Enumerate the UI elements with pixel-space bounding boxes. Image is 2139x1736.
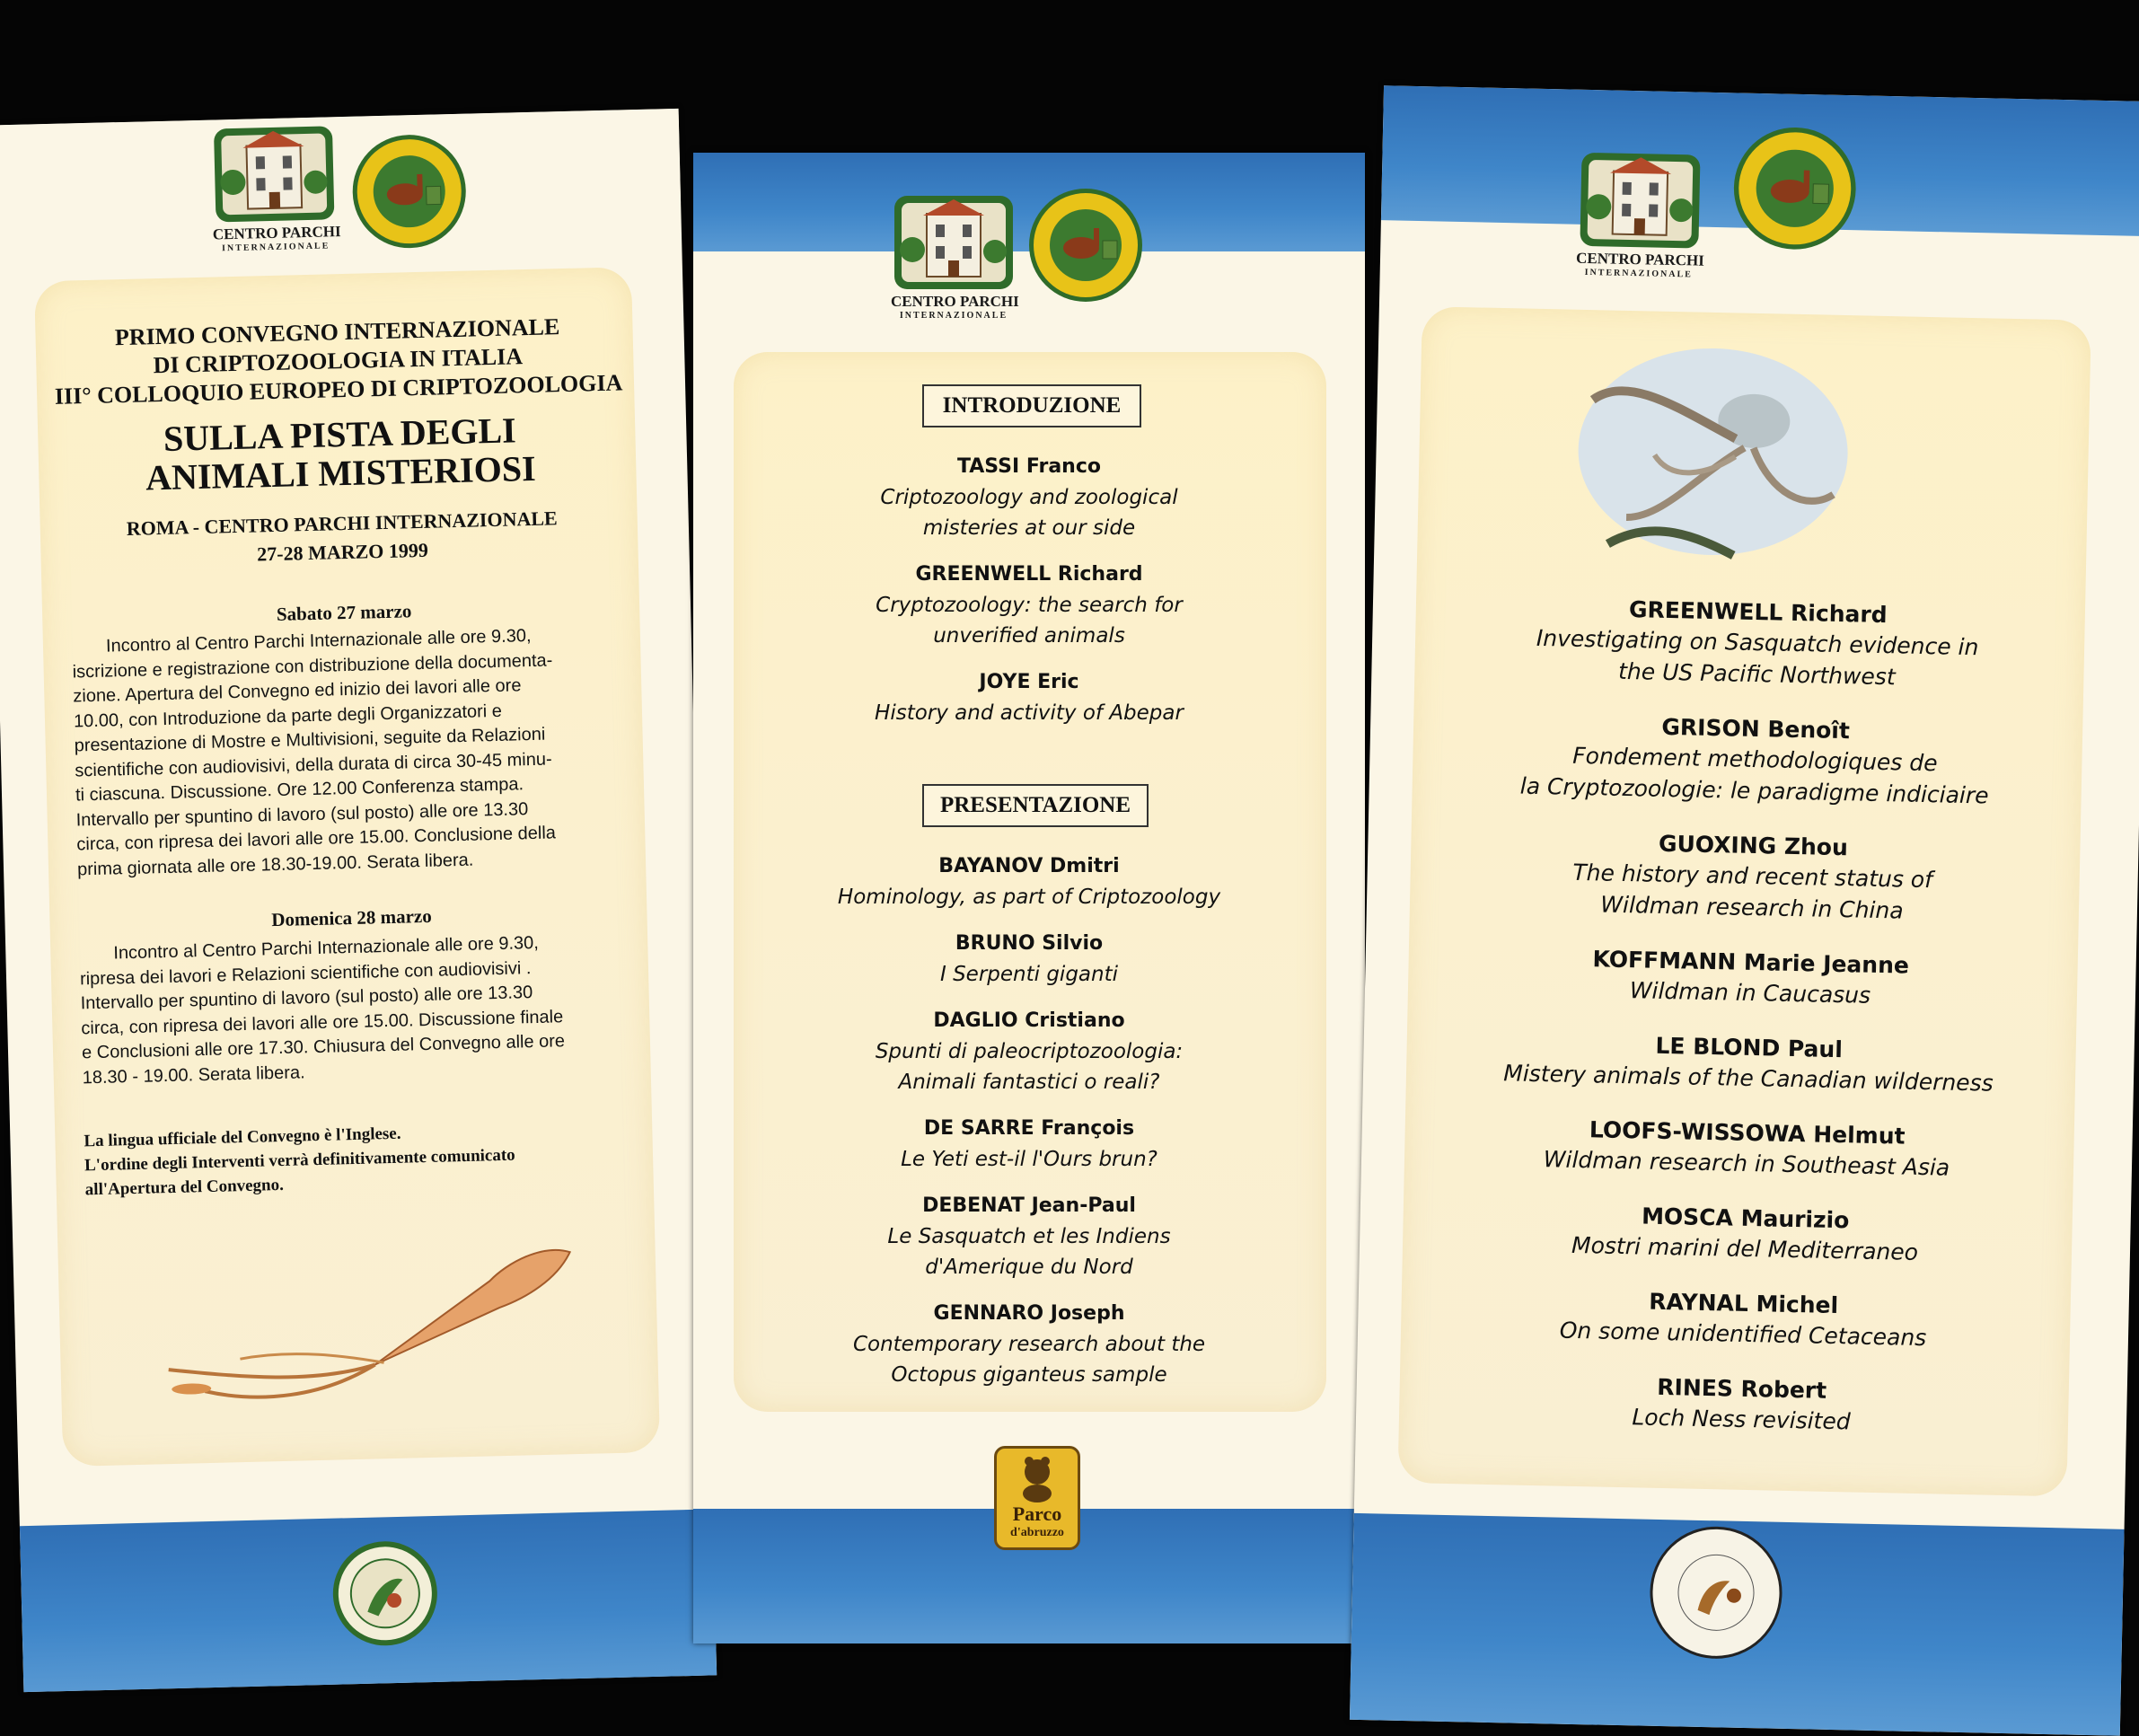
day2-line: Intervallo per spuntino di lavoro (sul posto) alle ore 13.30 <box>80 983 533 1014</box>
conference-header-line-1: PRIMO CONVEGNO INTERNAZIONALE <box>114 313 560 351</box>
okapi-seal-icon <box>1730 124 1859 252</box>
talk-title: Hominology, as part of Criptozoology <box>837 886 1221 909</box>
speaker-name: DEBENAT Jean-Paul <box>922 1194 1136 1217</box>
main-title-line-1: SULLA PISTA DEGLI <box>163 410 517 459</box>
speaker-name: GREENWELL Richard <box>1628 596 1888 629</box>
top-blue-band <box>0 109 681 220</box>
note-line: all'Apertura del Convegno. <box>84 1175 285 1200</box>
middle-panel <box>693 153 1365 1643</box>
parco-region: d'abruzzo <box>1010 1526 1064 1539</box>
criptozoologia-logo <box>349 132 469 251</box>
centro-parchi-subname: INTERNAZIONALE <box>1584 267 1693 280</box>
centro-studi-seal <box>1647 1524 1784 1661</box>
introduzione-heading: INTRODUZIONE <box>922 384 1141 427</box>
day1-line: scientifiche con audiovisivi, della durata di circa 30-45 minu- <box>75 748 552 780</box>
day2-line: ripresa dei lavori e Relazioni scientifiche con audiovisivi . <box>79 957 532 989</box>
venue: ROMA - CENTRO PARCHI INTERNAZIONALE <box>126 507 558 540</box>
day2-line: circa, con ripresa dei lavori alle ore 15.00. Discussione finale <box>81 1006 564 1038</box>
parchi-nazionali-seal <box>330 1538 440 1649</box>
villa-icon <box>210 117 339 227</box>
day1-line: iscrizione e registrazione con distribuzione della documenta- <box>72 649 553 683</box>
note-line: L'ordine degli Interventi verrà definitivamente comunicato <box>84 1145 515 1176</box>
day1-heading: Sabato 27 marzo <box>276 600 412 625</box>
talk-title: Fondement methodologiques de <box>1572 742 1938 777</box>
conference-header-line-3: III° COLLOQUIO EUROPEO DI CRIPTOZOOLOGIA <box>54 369 623 410</box>
criptozoologia-logo <box>1730 124 1859 252</box>
bear-icon <box>997 1449 1078 1502</box>
day1-line: zione. Apertura del Convegno ed inizio dei lavori alle ore <box>73 675 522 707</box>
centro-parchi-subname: INTERNAZIONALE <box>899 311 1008 321</box>
squid-illustration <box>147 1224 619 1415</box>
talk-title: Cryptozoology: the search for <box>876 594 1183 617</box>
centro-parchi-name: CENTRO PARCHI <box>212 223 341 243</box>
centro-parchi-logo <box>210 117 339 263</box>
speaker-name: LOOFS-WISSOWA Helmut <box>1589 1116 1906 1150</box>
day1-line: presentazione di Mostre e Multivisioni, seguite da Relazioni <box>74 724 546 756</box>
presentazione-heading: PRESENTAZIONE <box>922 784 1149 827</box>
talk-title: The history and recent status of <box>1572 859 1933 894</box>
speaker-name: TASSI Franco <box>956 455 1101 478</box>
day2-line: 18.30 - 19.00. Serata libera. <box>82 1062 305 1088</box>
right-panel <box>1350 85 2139 1736</box>
centro-parchi-logo <box>1575 144 1703 290</box>
day1-line: Intervallo per spuntino di lavoro (sul posto) alle ore 13.30 <box>75 798 529 830</box>
talk-title: History and activity of Abepar <box>875 701 1184 725</box>
talk-title: misteries at our side <box>922 516 1136 540</box>
talk-title: Investigating on Sasquatch evidence in <box>1536 624 1979 661</box>
speaker-name: JOYE Eric <box>979 671 1079 693</box>
day2-line: Incontro al Centro Parchi Internazionale alle ore 9.30, <box>113 932 540 964</box>
parco-abruzzo-logo <box>994 1446 1080 1550</box>
talk-title: Contemporary research about the <box>852 1333 1206 1356</box>
okapi-seal-icon <box>349 132 469 251</box>
talk-title: d'Amerique du Nord <box>925 1256 1133 1279</box>
speaker-name: DE SARRE François <box>923 1117 1135 1140</box>
talk-title: Le Sasquatch et les Indiens <box>887 1225 1171 1248</box>
speaker-name: KOFFMANN Marie Jeanne <box>1592 946 1910 979</box>
day1-line: ti ciascuna. Discussione. Ore 12.00 Conferenza stampa. <box>75 774 524 806</box>
day1-line: prima giornata alle ore 18.30-19.00. Serata libera. <box>76 850 474 879</box>
day1-line: Incontro al Centro Parchi Internazionale alle ore 9.30, <box>105 626 532 657</box>
talk-title: Wildman in Caucasus <box>1629 977 1871 1009</box>
talk-title: Wildman research in Southeast Asia <box>1543 1146 1950 1181</box>
centro-parchi-name: CENTRO PARCHI <box>1575 249 1705 269</box>
conference-header-line-2: DI CRIPTOZOOLOGIA IN ITALIA <box>153 343 524 379</box>
talk-title: Mistery animals of the Canadian wilderness <box>1503 1060 1994 1097</box>
villa-icon <box>891 187 1017 295</box>
day1-paragraph <box>72 621 635 882</box>
speaker-name: DAGLIO Cristiano <box>933 1009 1125 1032</box>
centro-parchi-logo <box>891 187 1017 330</box>
speaker-name: RINES Robert <box>1657 1373 1827 1404</box>
talk-title: Criptozoology and zoological <box>880 486 1178 509</box>
speaker-name: GUOXING Zhou <box>1658 830 1849 861</box>
main-title-line-2: ANIMALI MISTERIOSI <box>145 447 537 498</box>
speaker-name: RAYNAL Michel <box>1649 1288 1839 1319</box>
speaker-name: MOSCA Maurizio <box>1641 1203 1850 1234</box>
talk-title: Spunti di paleocriptozoologia: <box>875 1040 1184 1063</box>
day2-heading: Domenica 28 marzo <box>270 904 432 931</box>
talk-title: la Cryptozoologie: le paradigme indiciaire <box>1519 772 1989 809</box>
talk-title: Animali fantastici o reali? <box>898 1071 1160 1094</box>
talk-title: the US Pacific Northwest <box>1617 657 1896 691</box>
speaker-name: GRISON Benoît <box>1661 713 1851 745</box>
day1-line: circa, con ripresa dei lavori alle ore 15.00. Conclusione della <box>76 823 557 855</box>
day2-paragraph <box>79 929 639 1090</box>
talk-title: Mostri marini del Mediterraneo <box>1571 1231 1919 1265</box>
centro-parchi-subname: INTERNAZIONALE <box>221 241 330 254</box>
talk-title: Octopus giganteus sample <box>891 1363 1167 1387</box>
talk-title: unverified animals <box>933 624 1125 648</box>
speaker-name: BAYANOV Dmitri <box>938 855 1120 877</box>
talk-title: I Serpenti giganti <box>939 963 1118 986</box>
speaker-name: GENNARO Joseph <box>933 1302 1125 1325</box>
centro-parchi-name: CENTRO PARCHI <box>891 293 1019 310</box>
speaker-name: BRUNO Silvio <box>955 932 1104 955</box>
criptozoologia-logo <box>1027 187 1144 304</box>
day1-line: 10.00, con Introduzione da parte degli Organizzatori e <box>73 701 503 731</box>
parco-name: Parco <box>1012 1502 1062 1525</box>
middle-program-card <box>734 352 1326 1412</box>
speaker-name: GREENWELL Richard <box>915 563 1143 586</box>
villa-icon <box>1576 144 1703 254</box>
language-note <box>84 1119 516 1203</box>
talk-title: Loch Ness revisited <box>1632 1404 1851 1435</box>
dates: 27-28 MARZO 1999 <box>256 538 429 566</box>
talk-title: Wildman research in China <box>1600 891 1904 924</box>
left-panel <box>0 109 717 1692</box>
speaker-name: LE BLOND Paul <box>1655 1032 1844 1063</box>
day2-line: e Conclusioni alle ore 17.30. Chiusura del Convegno alle ore <box>81 1031 566 1063</box>
octopus-illustration <box>1571 337 1854 567</box>
okapi-seal-icon <box>1027 187 1144 304</box>
talk-title: Le Yeti est-il l'Ours brun? <box>901 1148 1158 1171</box>
note-line: La lingua ufficiale del Convegno è l'Inglese. <box>84 1124 401 1151</box>
talk-title: On some unidentified Cetaceans <box>1559 1317 1927 1352</box>
